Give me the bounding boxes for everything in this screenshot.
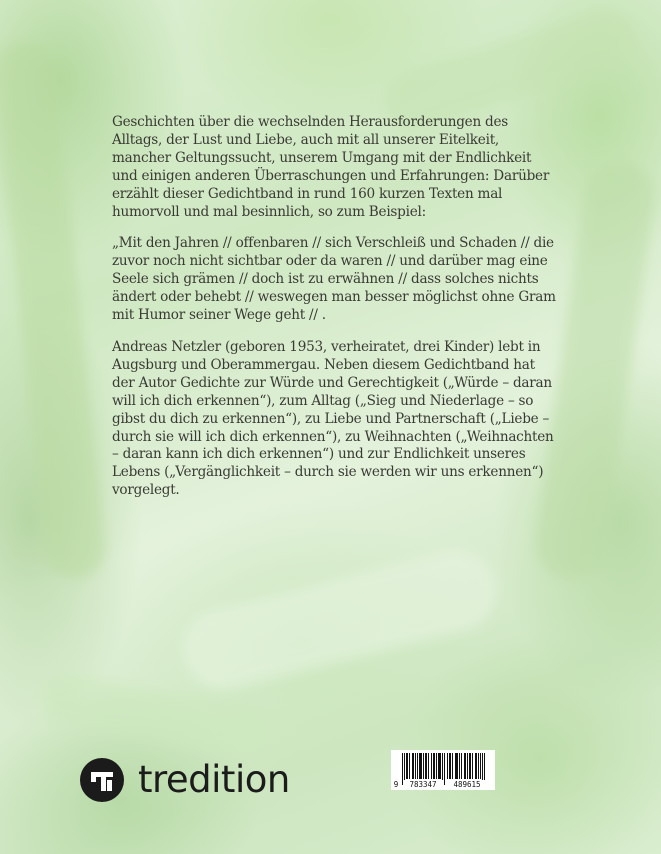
author-bio-paragraph: Andreas Netzler (geboren 1953, verheiratet, drei Kinder) lebt in Augsburg und Oberammergau. Neben diesem Gedichtband hat der Autor Gedichte zur Würde und Gerechtigkeit („Würde – daran will ich dich erkennen“), zum Alltag („Sieg und Niederlage – so gibst du dich zu erkennen“), zu Liebe und Partnerschaft („Liebe – durch sie will ich dich erkennen“), zu Weihnachten („Weihnachten – daran kann ich dich erkennen“) und zur Endlichkeit unseres Lebens („Vergänglichkeit – durch sie werden wir uns erkennen“) vorgelegt.: [112, 338, 554, 499]
isbn-digits-right: 489615: [447, 780, 487, 789]
publisher-name: tredition: [138, 758, 290, 801]
blurb-poem-quote: „Mit den Jahren // offenbaren // sich Verschleiß und Schaden // die zuvor noch nicht sichtbar oder da waren // und darüber mag eine Seele sich grämen // doch ist zu erwähnen // dass solches nichts ändert oder behebt // weswegen man besser möglichst ohne Gram mit Humor seiner Wege geht // .: [112, 235, 556, 324]
isbn-barcode: [391, 750, 495, 790]
isbn-digits-left: 783347: [403, 780, 443, 789]
back-cover-blurb: [112, 114, 560, 514]
blurb-intro-paragraph: Geschichten über die wechselnden Herausforderungen des Alltags, der Lust und Liebe, auch mit all unserer Eitelkeit, mancher Geltungssucht, unserem Umgang mit der Endlichkeit und einigen anderen Überraschungen und Erfahrungen: Darüber erzählt dieser Gedichtband in rund 160 kurzen Texten mal humorvoll und mal besinnlich, so zum Beispiel:: [112, 114, 550, 220]
isbn-digit-first: 9: [391, 780, 401, 789]
publisher-logo: [80, 758, 290, 802]
watercolor-streak: [0, 38, 108, 581]
tredition-logo-icon: [80, 758, 124, 802]
isbn-digits: [391, 778, 495, 790]
watercolor-streak: [175, 542, 505, 697]
